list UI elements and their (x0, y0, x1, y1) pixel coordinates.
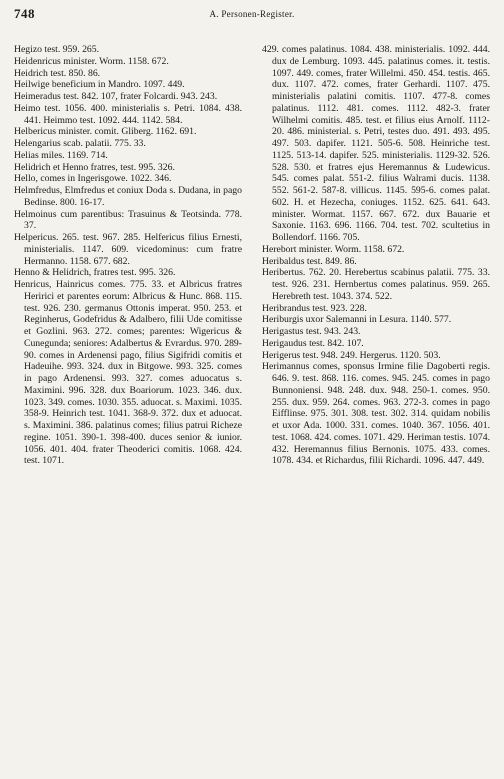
register-entry-hello: Hello, comes in Ingerisgowe. 1022. 346. (14, 173, 172, 185)
register-entry-hegizo: Hegizo test. 959. 265. (14, 44, 100, 55)
register-entry-herimannus: Herimannus comes, sponsus Irmine filie Dagoberti regis. 646. 9. test. 868. 116. comes. 945. 245. comes in pago Bunnoniensi. 948. 248. dux. 948. 250-1. comes. 950. 255. dux. 959. 264. comes. 963. 272-3. comes in pago Eifflinse. 975. 301. 308. test. 302. 314. quidam nobilis et uxor Ada. 1000. 331. comes. 1040. 367. 1056. 401. test. 1068. 424. comes. 1071. 429. Heriman testis. 1074. 432. Heremannus filius Bernonis. 1075. 433. comes. 1078. 434. et Richardus, filii Richardi. 1096. 447. 449. (262, 361, 490, 467)
left-column (14, 44, 242, 467)
register-entry-heimo: Heimo test. 1056. 400. ministerialis s. Petri. 1084. 438. 441. Heimmo test. 1092. 444. 1142. 584. (14, 102, 242, 126)
register-entry-heriburgis: Heriburgis uxor Salemanni in Lesura. 1140. 577. (262, 314, 452, 326)
register-entry-herebort: Herebort minister. Worm. 1158. 672. (262, 243, 405, 255)
register-entry-helidrich: Helidrich et Henno fratres, test. 995. 326. (14, 161, 175, 173)
register-entry-helias: Helias miles. 1169. 714. (14, 149, 108, 161)
right-column (262, 44, 490, 467)
register-entry-helpericus: Helpericus. 265. test. 967. 285. Helfericus filius Ernesti, ministerialis. 1147. 609. vicedominus: cum fratre Hermanno. 1158. 677. 682. (14, 232, 242, 267)
register-entry-helengarius: Helengarius scab. palatii. 775. 33. (14, 138, 146, 149)
register-entry-herigerus: Herigerus test. 948. 249. Hergerus. 1120. 503. (262, 349, 441, 361)
register-entry-heidenricus: Heidenricus minister. Worm. 1158. 672. (14, 55, 169, 67)
running-title: A. Personen-Register. (209, 9, 295, 19)
register-entry-henricus: Henricus, Hainricus comes. 775. 33. et Albricus fratres Heririci et parentes eorum: Albricus & Hunc. 868. 115. test. 926. 230. germanus Ottonis imperat. 950. 253. et Reginherus, Godefridus & Adalbero, filii Ude comitisse et Gozlini. 963. 272. comes; parentes: Wigericus & Cunegunda; seniores: Adalbertus & Evrardus. 970. 289-90. comes in Ardenensi pago, filius Sigifridi comitis et Hadeuihe. 993. 324. dux in Bitgowe. 993. 325. comes in pago Ardenensi. 993. 327. comes aduocatus s. Maximini. 996. 328. dux Boariorum. 1023. 346. dux. 1023. 349. comes. 1030. 355. aduocat. s. Maximi. 1035. 358-9. Heinrich test. 1041. 368-9. 372. dux et aduocat. s. Maximini. 386. palatinus comes; filius patrui Richeze regine. 1051. 390-1. 398-400. duces senior & iunior. 1056. 401. 404. frater Theoderici comitis. 1068. 424. test. 1071. (14, 279, 242, 467)
register-entry-heribaldus: Heribaldus test. 849. 86. (262, 255, 357, 267)
register-entry-helbericus: Helbericus minister. comit. Gliberg. 1162. 691. (14, 126, 197, 138)
register-entry-heidrich: Heidrich test. 850. 86. (14, 67, 101, 79)
register-entry-helmfredus: Helmfredus, Elmfredus et coniux Doda s. Dudana, in pago Bedinse. 800. 16-17. (14, 185, 242, 208)
register-entry-herigastus: Herigastus test. 943. 243. (262, 326, 361, 337)
register-entry-henno: Henno & Helidrich, fratres test. 995. 326. (14, 267, 176, 279)
register-entry-heimeradus: Heimeradus test. 842. 107, frater Folcardi. 943. 243. (14, 91, 218, 102)
register-entry-henricus-continued: 429. comes palatinus. 1084. 438. ministerialis. 1092. 444. dux de Lemburg. 1093. 445. palatinus comes. it. testis. 1097. 449. comes, frater Willelmi. 450. 454. testis. 465. dux. 1107. 472. comes, frater Gerhardi. 1107. 475. ministerialis palatini comitis. 1107. 477-8. comes palatinus. 1112. 481. comes. 1112. 482-3. frater Wilhelmi comitis. 485. test. et filius eius Arnolf. 1112-20. 486. ministerial. s. Petri, testes duo. 491. 493. 495. 497. 503. dapifer. 1121. 505-6. 508. Heinriche test. 1125. 513-14. dapifer. 525. ministerialis. 1129-32. 526. 528. 530. et fratres ejus Heremannus & Ludewicus. 545. comes palat. 551-2. filius Walrami ducis. 1138. 552. 561-2. 587-8. villicus. 1145. 595-6. comes palat. 602. H. et Hezecha, coniuges. 1152. 625. 641. 643. minister. Wormat. 1157. 667. 672. dux Bauarie et Saxonie. 1163. 696. 1166. 704. test. 702. scultetius in Bollendorf. 1166. 705. (262, 44, 490, 243)
register-entry-heilwige: Heilwige beneficium in Mandro. 1097. 449. (14, 79, 185, 91)
page-header (14, 6, 490, 24)
register-entry-herigaudus: Herigaudus test. 842. 107. (262, 337, 364, 349)
page-number: 748 (14, 6, 35, 21)
register-entry-heribrandus: Heribrandus test. 923. 228. (262, 302, 367, 314)
register-entry-helmoinus: Helmoinus cum parentibus: Trasuinus & Teotsinda. 778. 37. (14, 208, 242, 232)
register-entry-heribertus: Heribertus. 762. 20. Herebertus scabinus palatii. 775. 33. test. 926. 231. Hernbertus comes palatinus. 959. 265. Herebreth test. 1043. 374. 522. (262, 267, 490, 302)
